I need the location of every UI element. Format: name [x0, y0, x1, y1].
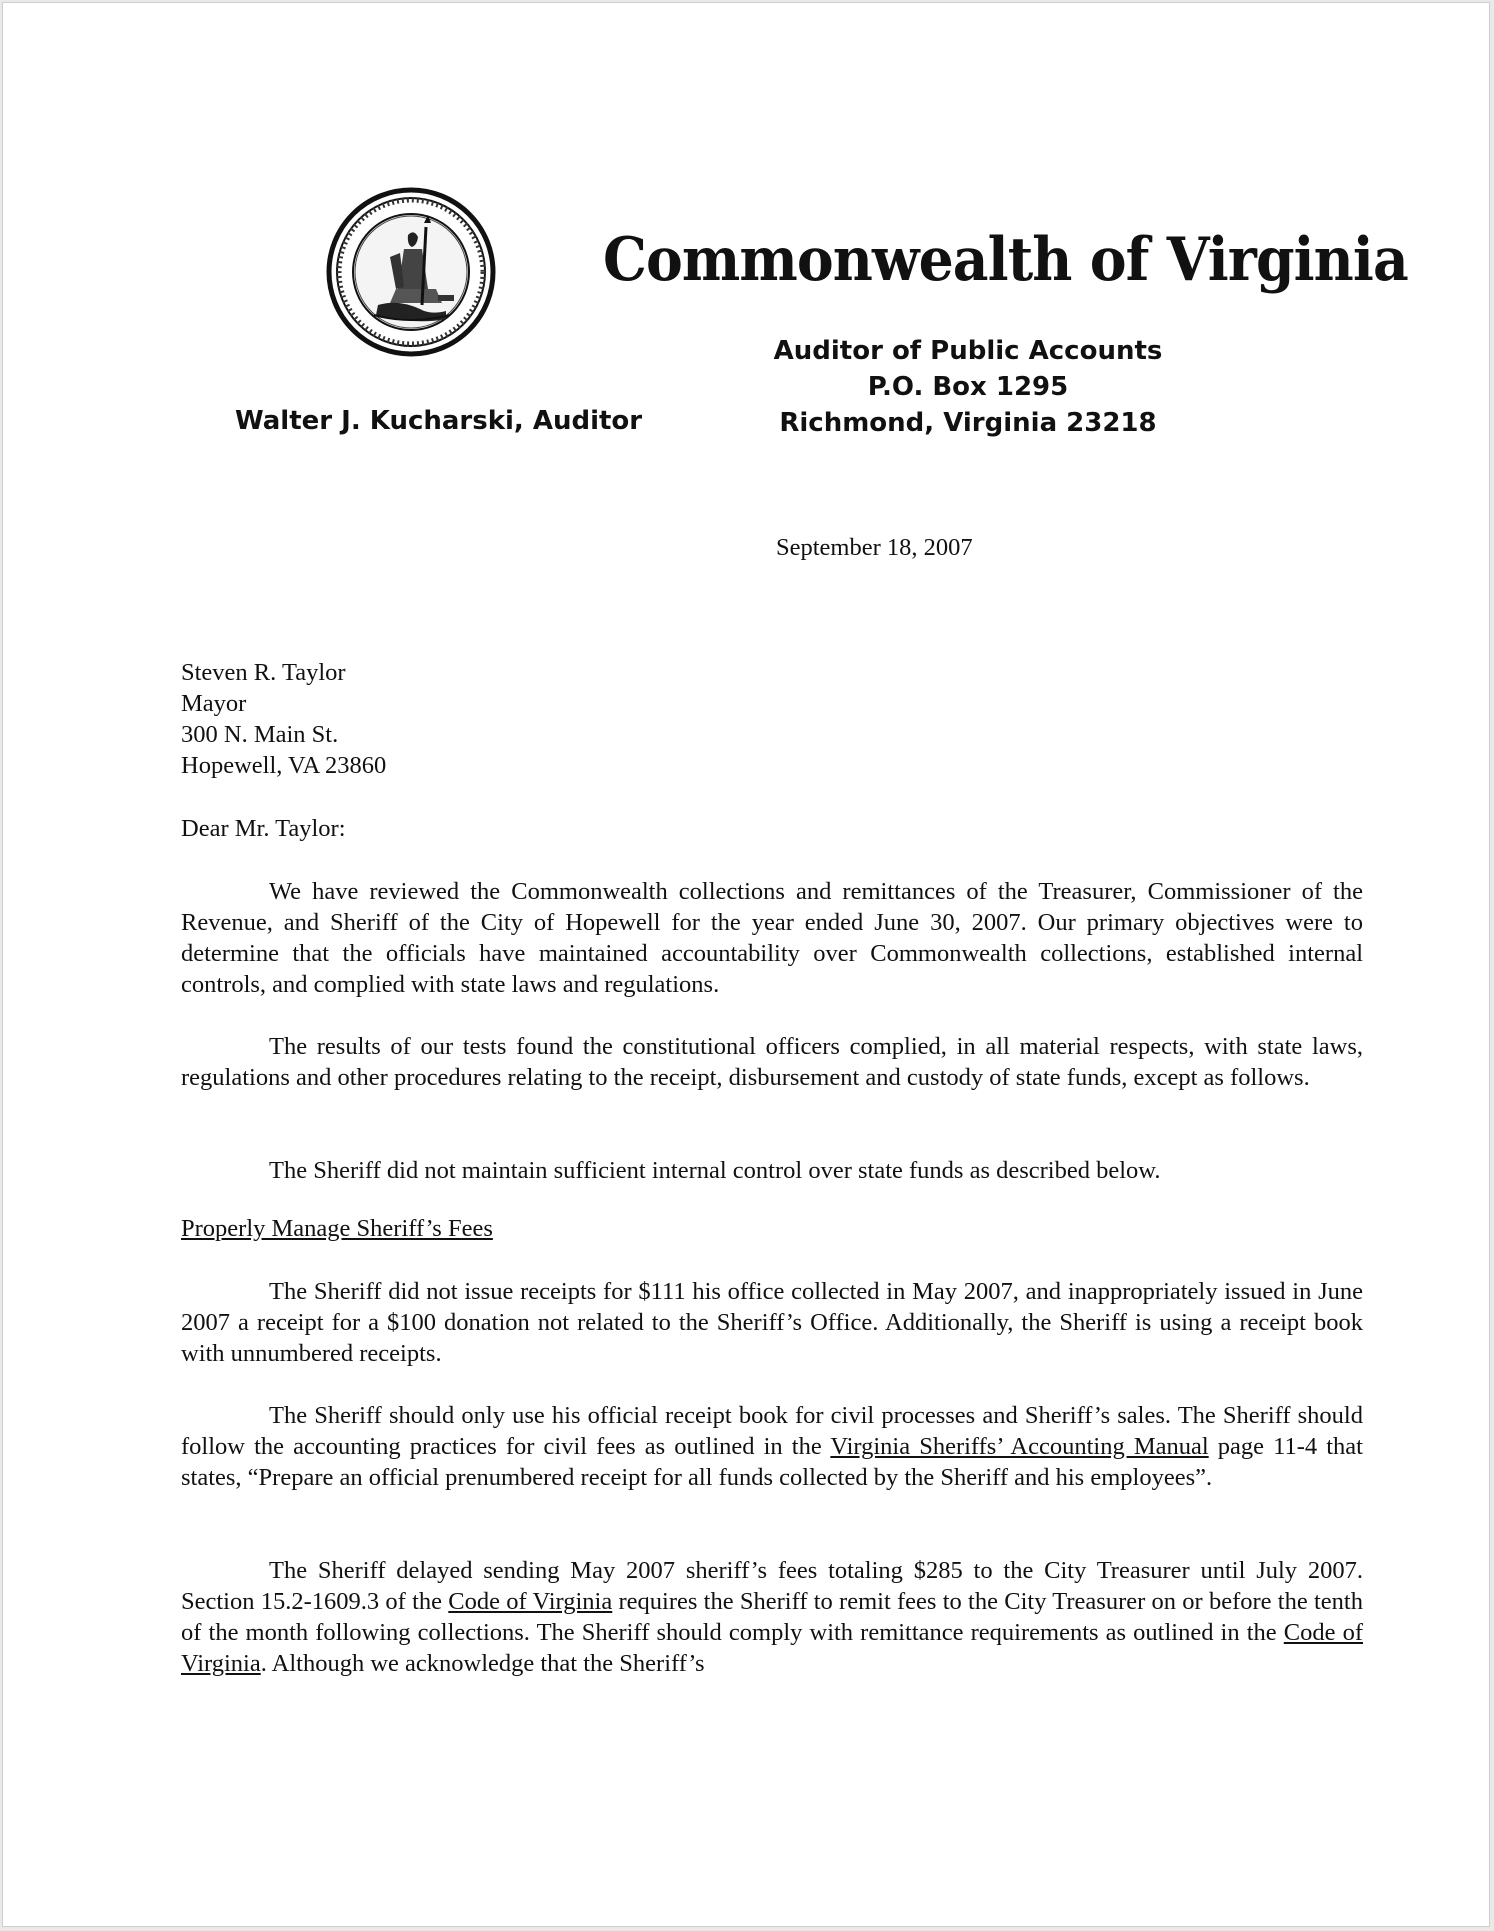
paragraph-text: . Although we acknowledge that the Sheriff’s	[260, 1650, 705, 1677]
recipient-street: 300 N. Main St.	[181, 721, 339, 748]
paragraph-text: requires the Sheriff to remit fees to the City Treasurer on or before the tenth of the month following collections. The Sheriff should comply with remittance requirements as outlined in the	[181, 1588, 1363, 1646]
letterhead-title: Commonwealth of Virginia	[603, 225, 1408, 295]
office-city: Richmond, Virginia 23218	[779, 408, 1157, 438]
paragraph-text: The Sheriff delayed sending May 2007 sheriff’s fees totaling $285 to the City Treasurer until July 2007. Section 15.2-1609.3 of the	[181, 1557, 1363, 1615]
code-of-virginia-reference: Code of Virginia	[181, 1619, 1363, 1677]
paragraph-receipt-book	[181, 1400, 1363, 1493]
recipient-address	[181, 657, 386, 781]
code-of-virginia-reference: Code of Virginia	[448, 1588, 613, 1615]
office-address	[703, 333, 1233, 441]
salutation: Dear Mr. Taylor:	[181, 815, 346, 842]
paragraph-remittance	[181, 1555, 1363, 1679]
section-heading: Properly Manage Sheriff’s Fees	[181, 1215, 493, 1242]
letter-page	[2, 2, 1490, 1927]
paragraph-objectives: We have reviewed the Commonwealth collections and remittances of the Treasurer, Commissioner of the Revenue, and Sheriff of the City of Hopewell for the year ended June 30, 2007. Our primary objectives were to determine that the officials have maintained accountability over Commonwealth collections, established internal controls, and complied with state laws and regulations.	[181, 878, 1363, 998]
paragraph-text: page 11-4 that states, “Prepare an official prenumbered receipt for all funds collected by the Sheriff and his employees”.	[181, 1433, 1363, 1491]
virginia-seal-icon	[326, 187, 496, 357]
paragraph-internal-control: The Sheriff did not maintain sufficient internal control over state funds as described below.	[269, 1157, 1161, 1184]
accounting-manual-reference: Virginia Sheriffs’ Accounting Manual	[830, 1433, 1209, 1460]
recipient-title: Mayor	[181, 690, 247, 717]
letter-date: September 18, 2007	[776, 534, 973, 561]
paragraph-receipts: The Sheriff did not issue receipts for $111 his office collected in May 2007, and inappropriately issued in June 2007 a receipt for a $100 donation not related to the Sheriff’s Office. Additionally, the Sheriff is using a receipt book with unnumbered receipts.	[181, 1278, 1363, 1367]
paragraph-results: The results of our tests found the constitutional officers complied, in all material respects, with state laws, regulations and other procedures relating to the receipt, disbursement and custody of state funds, except as follows.	[181, 1033, 1363, 1091]
recipient-city: Hopewell, VA 23860	[181, 752, 387, 779]
paragraph-text: The Sheriff should only use his official receipt book for civil processes and Sheriff’s sales. The Sheriff should follow the accounting practices for civil fees as outlined in the	[181, 1402, 1363, 1460]
auditor-name: Walter J. Kucharski, Auditor	[235, 406, 643, 436]
recipient-name: Steven R. Taylor	[181, 659, 346, 686]
office-name: Auditor of Public Accounts	[773, 336, 1163, 366]
po-box: P.O. Box 1295	[867, 372, 1069, 402]
